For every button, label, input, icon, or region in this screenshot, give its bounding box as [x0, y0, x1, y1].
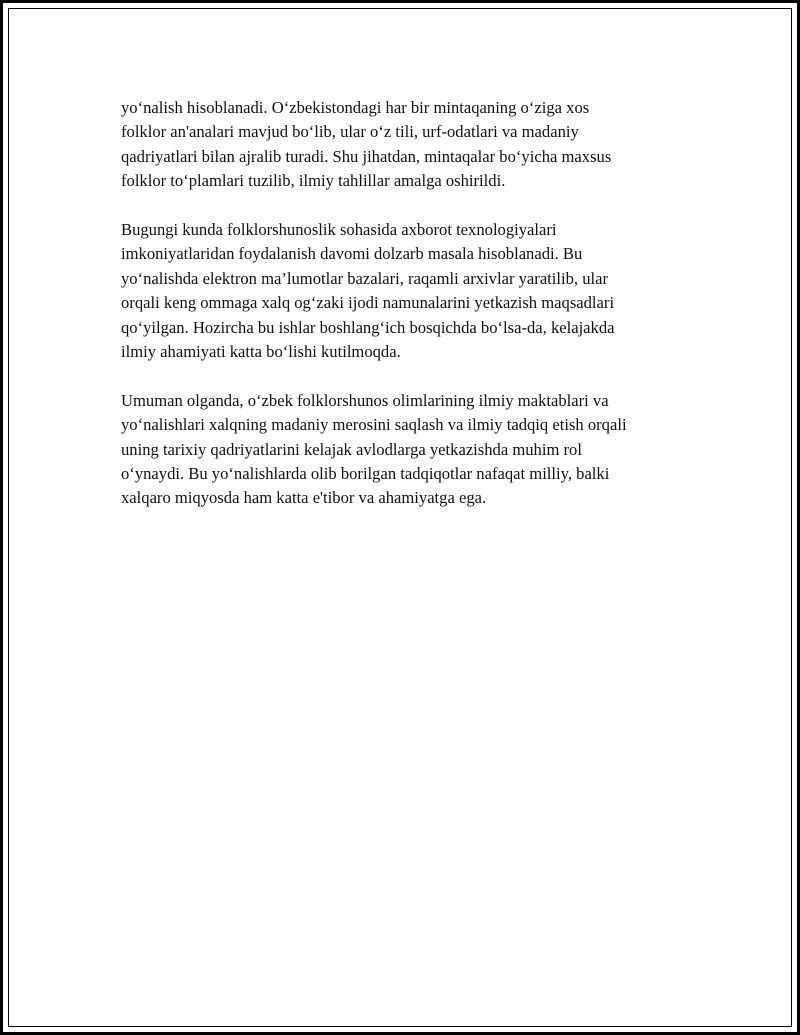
document-body: [121, 96, 701, 535]
paragraph-1: yo‘nalish hisoblanadi. O‘zbekistondagi har bir mintaqaning o‘ziga xos folklor an'analari mavjud bo‘lib, ular o‘z tili, urf-odatlari va madaniy qadriyatlari bilan ajralib turadi. Shu jihatdan, mintaqalar bo‘yicha maxsus folklor to‘plamlari tuzilib, ilmiy tahlillar amalga oshirildi.: [121, 98, 612, 191]
paragraph-2: Bugungi kunda folklorshunoslik sohasida axborot texnologiyalari imkoniyatlaridan foydalanish davomi dolzarb masala hisoblanadi. Bu yo‘nalishda elektron ma’lumotlar bazalari, raqamli arxivlar yaratilib, ular orqali keng ommaga xalq og‘zaki ijodi namunalarini yetkazish maqsadlari qo‘yilgan. Hozircha bu ishlar boshlang‘ich bosqichda bo‘lsa-da, kelajakda ilmiy ahamiyati katta bo‘lishi kutilmoqda.: [121, 220, 615, 362]
paragraph-3: Umuman olganda, o‘zbek folklorshunos olimlarining ilmiy maktablari va yo‘nalishlari xalqning madaniy merosini saqlash va ilmiy tadqiq etish orqali uning tarixiy qadriyatlarini kelajak avlodlarga yetkazishda muhim rol o‘ynaydi. Bu yo‘nalishlarda olib borilgan tadqiqotlar nafaqat milliy, balki xalqaro miqyosda ham katta e'tibor va ahamiyatga ega.: [121, 390, 627, 508]
